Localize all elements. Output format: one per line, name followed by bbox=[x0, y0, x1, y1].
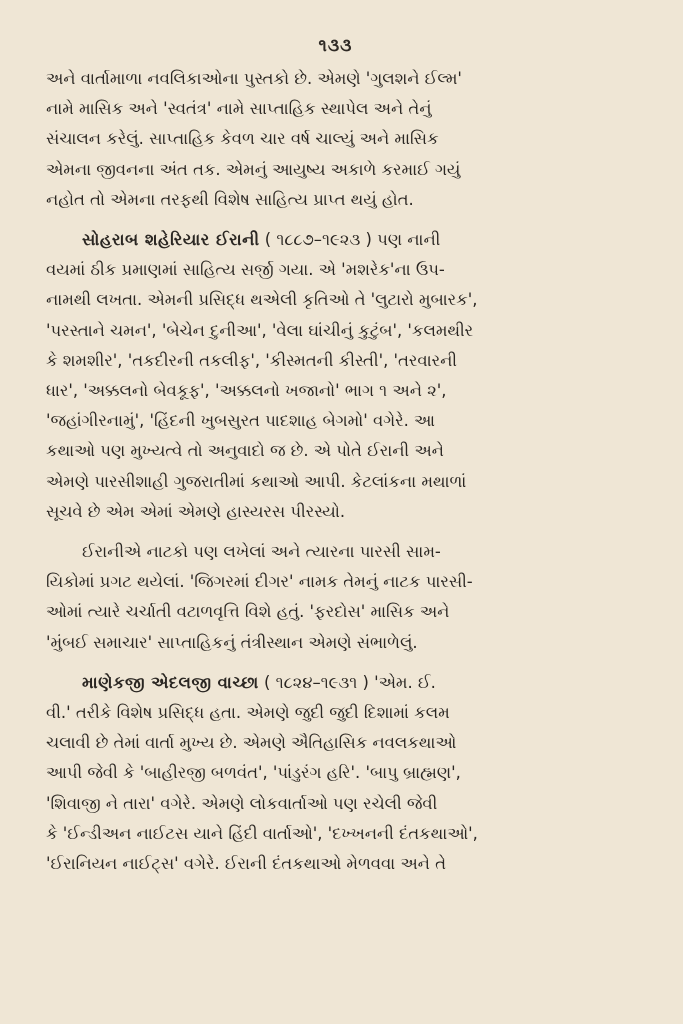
text-line: 'મુંબઈ સમાચાર' સાપ્તાહિકનું તંત્રીસ્થાન એમણે સંભાળેલું. bbox=[46, 632, 418, 652]
paragraph-plays bbox=[46, 537, 625, 658]
text-line: આપી જેવી કે 'બાહીરજી બળવંત', 'પાંડુરંગ હરિ'. 'બાપુ બ્રાહ્મણ', bbox=[46, 763, 461, 783]
text-line: કથાઓ પણ મુખ્યત્વે તો અનુવાદો જ છે. એ પોતે ઈરાની અને bbox=[46, 441, 444, 461]
text-line: કે શમશીર', 'તકદીરની તકલીફ', 'કીસ્મતની કીસ્તી', 'તરવારની bbox=[46, 350, 457, 370]
text-line: વી.' તરીકે વિશેષ પ્રસિદ્ધ હતા. એમણે જુદી જુદી દિશામાં કલમ bbox=[46, 703, 450, 723]
section-heading: માણેકજી એદલજી વાચ્છા bbox=[82, 672, 259, 692]
text-line: કે 'ઈન્ડીઅન નાઈટસ યાને હિંદી વાર્તાઓ', 'દખ્ખનની દંતકથાઓ', bbox=[46, 823, 478, 843]
text-line bbox=[46, 668, 625, 698]
text-line: 'ઈરાનિયન નાઈટ્સ' વગેરે. ઈરાની દંતકથાઓ મેળવવા અને તે bbox=[46, 854, 446, 874]
text-line: નામે માસિક અને 'સ્વતંત્ર' નામે સાપ્તાહિક સ્થાપેલ અને તેનું bbox=[46, 99, 432, 119]
text-line: સંચાલન કરેલું. સાપ્તાહિક કેવળ ચાર વર્ષ ચાલ્યું અને માસિક bbox=[46, 129, 439, 149]
text-segment: ( ૧૮૨૪–૧૯૩૧ ) 'એમ. ઈ. bbox=[258, 672, 436, 692]
text-line: એમણે પારસીશાહી ગુજરાતીમાં કથાઓ આપી. કેટલાંકના મથાળાં bbox=[46, 471, 467, 491]
text-line: ઈરાનીએ નાટકો પણ લખેલાં અને ત્યારના પારસી સામ- bbox=[82, 542, 441, 562]
page-number: ૧૩૩ bbox=[318, 36, 353, 56]
text-line: ધાર', 'અક્કલનો બેવકૂફ', 'અક્કલનો ખજાનો' ભાગ ૧ અને ૨', bbox=[46, 381, 447, 401]
text-line: વયમાં ઠીક પ્રમાણમાં સાહિત્ય સર્જી ગયા. એ 'મશરેક'ના ઉપ- bbox=[46, 260, 445, 280]
text-line: 'પરસ્તાને ચમન', 'બેચેન દુનીઆ', 'વેલા ઘાંચીનું કુટુંબ', 'કલમથીર bbox=[46, 320, 474, 340]
text-line: અને વાર્તામાળા નવલિકાઓના પુસ્તકો છે. એમણે 'ગુલશને ઈલ્મ' bbox=[46, 69, 462, 88]
paragraph-manekji bbox=[46, 668, 625, 879]
text-line: યિકોમાં પ્રગટ થયેલાં. 'જિગરમાં દીગર' નામક તેમનું નાટક પારસી- bbox=[46, 572, 473, 592]
text-line: 'જહાંગીરનામું', 'હિંદની ખુબસુરત પાદશાહ બેગમો' વગેરે. આ bbox=[46, 411, 435, 431]
text-segment: ( ૧૮૮૭–૧૯૨૩ ) પણ નાની bbox=[259, 230, 441, 250]
text-line: ઓમાં ત્યારે ચર્ચાતી વટાળવૃત્તિ વિશે હતું. 'ફરદોસ' માસિક અને bbox=[46, 602, 450, 622]
text-line: નામથી લખતા. એમની પ્રસિદ્ધ થએલી કૃતિઓ તે 'લુટારો મુબારક', bbox=[46, 290, 478, 310]
section-heading: સોહરાબ શહેરિયાર ઈરાની bbox=[82, 230, 260, 250]
text-line bbox=[46, 225, 625, 255]
text-line: 'શિવાજી ને તારા' વગેરે. એમણે લોકવાર્તાઓ પણ રચેલી જેવી bbox=[46, 793, 438, 813]
text-line: નહોત તો એમના તરફથી વિશેષ સાહિત્ય પ્રાપ્ત થયું હોત. bbox=[46, 189, 414, 209]
text-line: ચલાવી છે તેમાં વાર્તા મુખ્ય છે. એમણે ઐતિહાસિક નવલકથાઓ bbox=[46, 733, 457, 753]
text-line: સૂચવે છે એમ એમાં એમણે હાસ્યરસ પીરસ્યો. bbox=[46, 501, 346, 521]
text-line: એમના જીવનના અંત તક. એમનું આયુષ્ય અકાળે કરમાઈ ગયું bbox=[46, 159, 461, 179]
paragraph-sohrab bbox=[46, 225, 625, 527]
paragraph-intro bbox=[46, 64, 625, 215]
